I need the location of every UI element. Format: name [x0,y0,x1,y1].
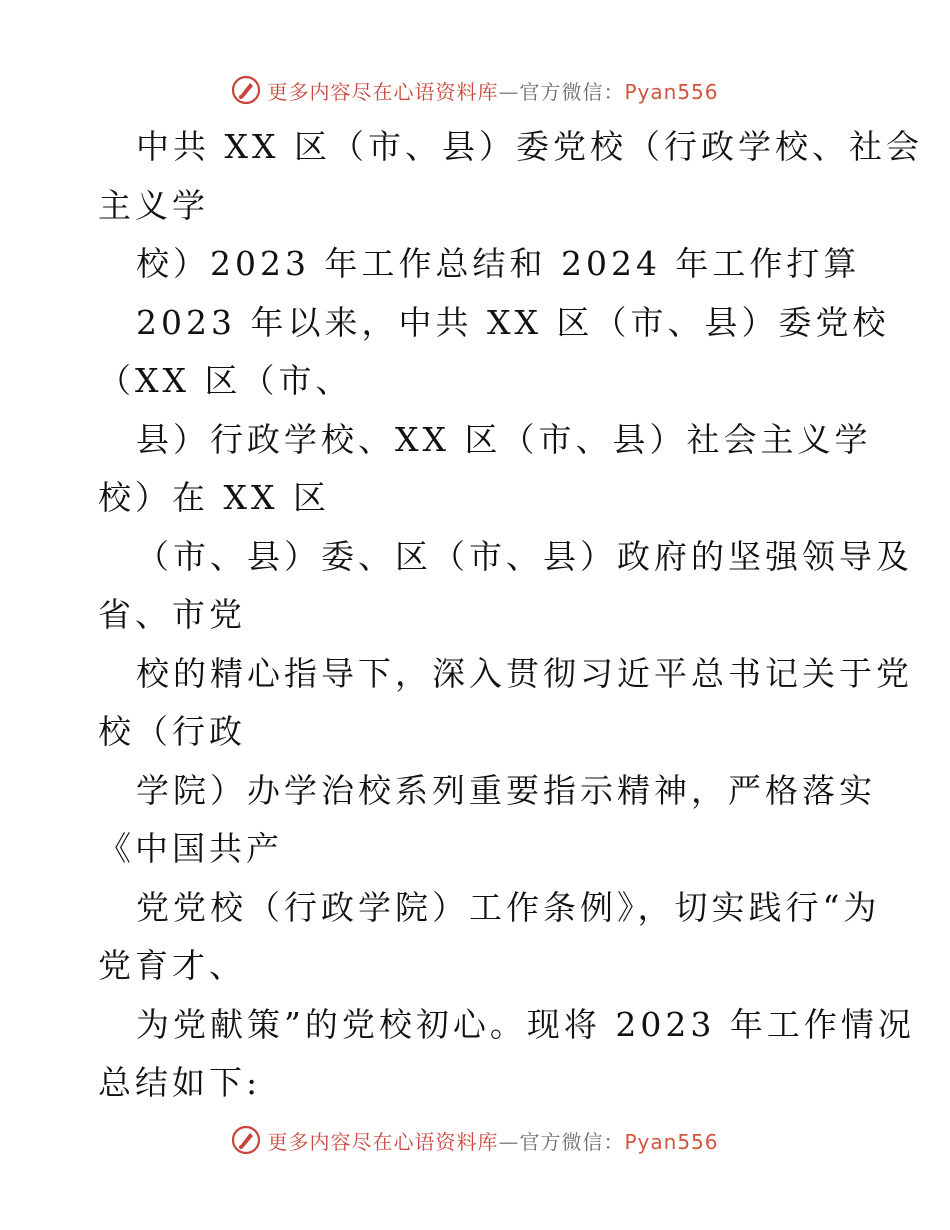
text-line: 总结如下: [98,1063,262,1102]
text-line: 为党献策”的党校初心。现将 2023 年工作情况 [136,1004,915,1044]
pen-nib-logo-icon [231,1125,261,1155]
banner-main-text: 更多内容尽在心语资料库 [267,1129,499,1154]
text-line: （XX 区（市、 [98,361,353,400]
text-line: 《中国共产 [98,829,283,868]
text-line: 校）2023 年工作总结和 2024 年工作打算 [136,244,861,283]
banner-text [267,1126,718,1155]
banner-separator: — [498,79,520,104]
text-line: 学院）办学治校系列重要指示精神，严格落实 [136,770,876,810]
text-line: 主义学 [98,185,209,225]
banner-wechat-id: Pyan556 [624,79,719,104]
text-line: 校（行政 [98,712,246,751]
banner-wechat-id: Pyan556 [624,1129,719,1154]
text-line: 党党校（行政学院）工作条例》，切实践行“为 [136,887,881,927]
text-line: 校的精心指导下，深入贯彻习近平总书记关于党 [136,653,913,693]
text-line: 县）行政学校、XX 区（市、县）社会主义学 [136,419,872,459]
text-line: 党育才、 [98,946,246,985]
text-line: 2023 年以来，中共 XX 区（市、县）委党校 [136,302,890,342]
banner-official-label: 官方微信： [519,1129,625,1154]
footer-watermark-banner [0,1120,950,1160]
text-line: （市、县）委、区（市、县）政府的坚强领导及 [136,536,913,576]
pen-nib-logo-icon [231,75,261,105]
document-body [98,118,923,1113]
banner-separator: — [498,1129,520,1154]
banner-text [267,76,718,105]
text-line: 校）在 XX 区 [98,478,330,517]
banner-official-label: 官方微信： [519,79,625,104]
banner-main-text: 更多内容尽在心语资料库 [267,79,499,104]
text-line: 省、市党 [98,595,246,634]
header-watermark-banner [0,70,950,110]
text-line: 中共 XX 区（市、县）委党校（行政学校、社会 [136,127,923,166]
